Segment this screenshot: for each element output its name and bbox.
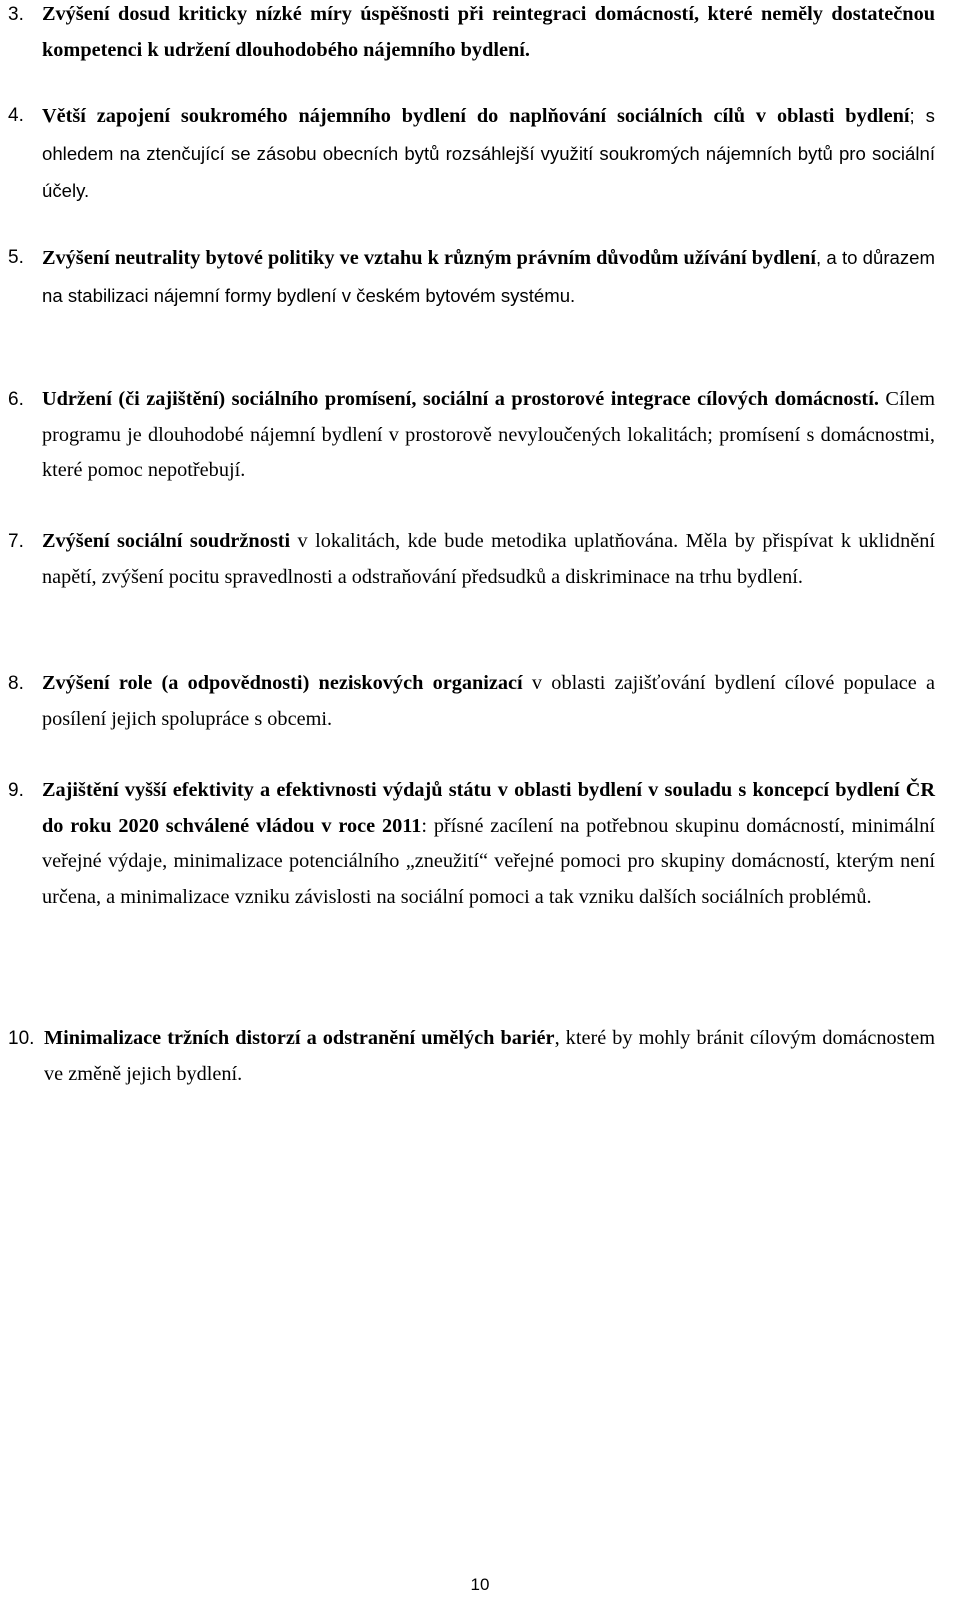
- list-item-text: [42, 773, 935, 915]
- page-number: 10: [470, 1575, 490, 1594]
- item-bold-text: Zvýšení role (a odpovědnosti) neziskových organizací: [42, 672, 523, 694]
- list-item-text: [42, 0, 935, 68]
- list-item-text: [42, 666, 935, 737]
- list-number: 3.: [8, 4, 24, 25]
- list-number: 9.: [8, 780, 24, 801]
- list-number: 7.: [8, 531, 24, 552]
- list-item-text: [42, 382, 935, 489]
- list-number: 8.: [8, 673, 24, 694]
- item-bold-text: Zvýšení sociální soudržnosti: [42, 530, 291, 552]
- item-text: , které by mohly bránit cílovým domácnostem ve změně jejich bydlení.: [44, 1027, 935, 1085]
- item-text: , a to důrazem na stabilizaci nájemní formy bydlení v českém bytovém systému.: [42, 247, 935, 306]
- item-text: v oblasti zajišťování bydlení cílové populace a posílení jejich spolupráce s obcemi.: [42, 672, 936, 730]
- list-number: 10.: [8, 1028, 35, 1049]
- item-bold-text: Větší zapojení soukromého nájemního bydlení do naplňování sociálních cílů v oblasti bydlení: [42, 105, 910, 127]
- list-item-text: [42, 524, 935, 595]
- list-number: 5.: [8, 247, 24, 268]
- list-item-text: [44, 1021, 935, 1092]
- item-bold-text: Zvýšení neutrality bytové politiky ve vztahu k různým právním důvodům užívání bydlení: [42, 247, 817, 269]
- item-bold-text: Udržení (či zajištění) sociálního promísení, sociální a prostorové integrace cílových domácností.: [42, 388, 879, 410]
- list-item-text: [42, 98, 935, 211]
- item-text: : přísné zacílení na potřebnou skupinu domácností, minimální veřejné výdaje, minimalizace potenciálního „zneužití“ veřejné pomoci pro skupiny domácností, kterým není určena, a minimalizace vzniku závislosti na sociální pomoci a tak vzniku dalších sociálních problémů.: [42, 814, 935, 908]
- list-item-text: [42, 240, 935, 315]
- item-bold-text: Zvýšení dosud kriticky nízké míry úspěšnosti při reintegraci domácností, které neměly dostatečnou kompetenci k udržení dlouhodobého nájemního bydlení.: [42, 3, 935, 61]
- item-text: v lokalitách, kde bude metodika uplatňována. Měla by přispívat k uklidnění napětí, zvýšení pocitu spravedlnosti a odstraňování předsudků a diskriminace na trhu bydlení.: [42, 530, 935, 588]
- item-bold-text: Minimalizace tržních distorzí a odstranění umělých bariér: [44, 1027, 555, 1049]
- list-number: 4.: [8, 105, 24, 126]
- item-text: ; s ohledem na ztenčující se zásobu obecních bytů rozsáhlejší využití soukromých nájemních bytů pro sociální účely.: [42, 105, 935, 201]
- item-bold-text: Zajištění vyšší efektivity a efektivnosti výdajů státu v oblasti bydlení v souladu s koncepcí bydlení ČR do roku 2020 schválené vládou v roce 2011: [42, 779, 935, 837]
- item-text: Cílem programu je dlouhodobé nájemní bydlení v prostorově nevyloučených lokalitách; promísení s domácnostmi, které pomoc nepotřebují.: [42, 388, 935, 481]
- list-number: 6.: [8, 389, 24, 410]
